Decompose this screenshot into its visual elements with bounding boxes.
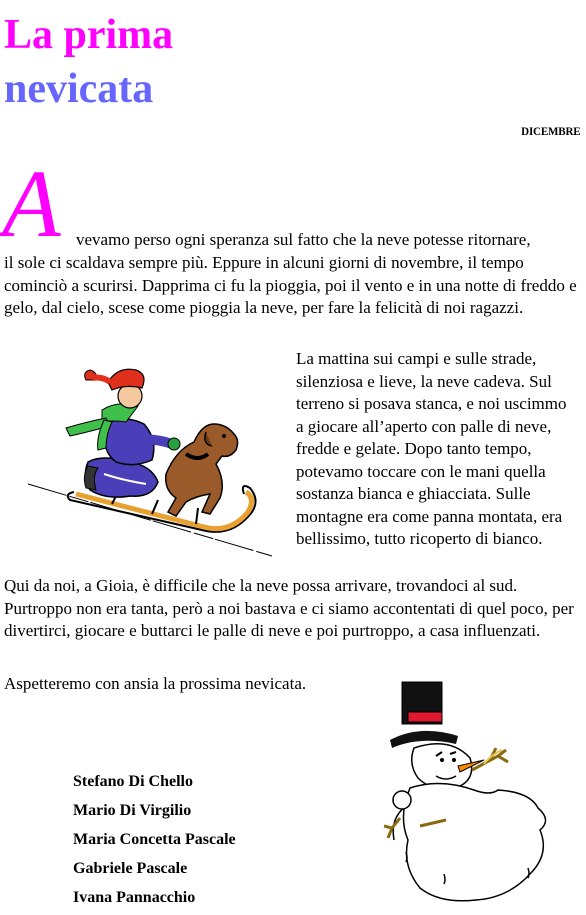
paragraph-2: La mattina sui campi e sulle strade, silenziosa e lieve, la neve cadeva. Sul terreno si posava stanca, e noi uscimmo a giocare all’aperto con palle di neve, fredde e gelate. Dopo tanto tempo, potevamo toccare con le mani quella sostanza bianca e ghiacciata. Sulle montagne era come panna montata, era bellissimo, tutto ricoperto di bianco. bbox=[296, 349, 567, 548]
month-label: DICEMBRE bbox=[520, 124, 580, 138]
page-title-line-2: nevicata bbox=[4, 66, 154, 112]
child-and-dog-on-sled-illustration bbox=[26, 362, 276, 558]
paragraph-4: Aspetteremo con ansia la prossima nevicata. bbox=[4, 674, 307, 693]
authors-list bbox=[73, 770, 236, 915]
author-name: Maria Concetta Pascale bbox=[73, 831, 236, 848]
dropcap-letter bbox=[0, 152, 80, 256]
author-name: Gabriele Pascale bbox=[73, 860, 188, 877]
paragraph-1-first-line: vevamo perso ogni speranza sul fatto che la neve potesse ritornare, bbox=[76, 230, 531, 249]
paragraph-3: Qui da noi, a Gioia, è difficile che la neve possa arrivare, trovandoci al sud. Purtroppo non era tanta, però a noi bastava e ci siamo accontentati di quel poco, per divertirci, giocare e buttarci le palle di neve e poi purtroppo, a casa influenzati. bbox=[4, 576, 574, 640]
author-name: Ivana Pannacchio bbox=[73, 889, 196, 906]
snowman-with-top-hat-illustration bbox=[380, 678, 560, 908]
paragraph-1: il sole ci scaldava sempre più. Eppure in alcuni giorni di novembre, il tempo cominciò a scurirsi. Dapprima ci fu la pioggia, poi il vento e in una notte di freddo e gelo, dal cielo, scese come pioggia la neve, per fare la felicità di noi ragazzi. bbox=[4, 253, 577, 317]
author-name: Stefano Di Chello bbox=[73, 773, 193, 790]
page-title-line-1: La prima bbox=[4, 12, 174, 58]
author-name: Mario Di Virgilio bbox=[73, 802, 192, 819]
dropcap-glyph: A bbox=[2, 152, 61, 256]
